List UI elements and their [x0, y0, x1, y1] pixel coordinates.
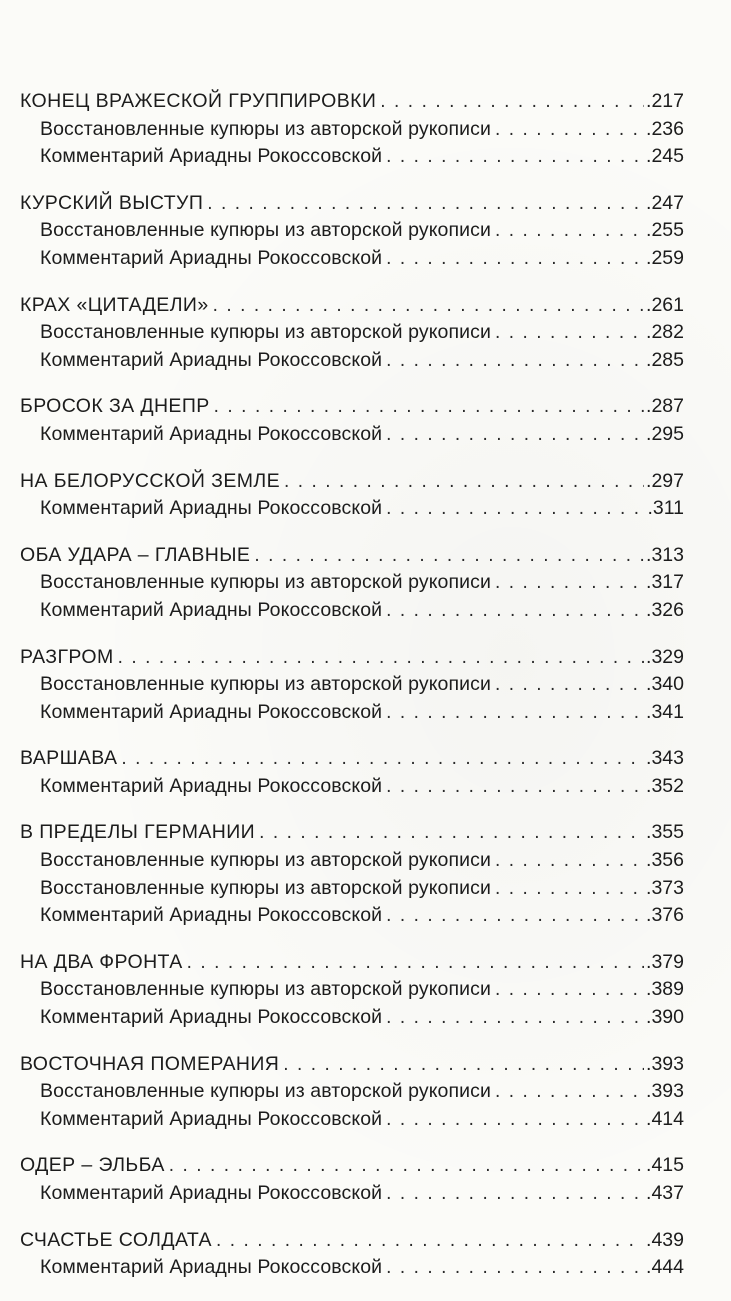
toc-subentry — [20, 1106, 684, 1134]
dot-leader — [386, 902, 644, 930]
toc-subentry — [20, 847, 684, 875]
page-number: .245 — [646, 145, 684, 168]
toc-subentry — [20, 1004, 684, 1032]
subentry-title: Комментарий Ариадны Рокоссовской — [40, 348, 383, 371]
toc-subentry — [20, 319, 684, 347]
subentry-title: Комментарий Ариадны Рокоссовской — [40, 598, 383, 621]
toc-chapter-entry — [20, 393, 684, 421]
toc-section — [20, 1051, 684, 1134]
subentry-title: Комментарий Ариадны Рокоссовской — [40, 497, 383, 520]
toc-chapter-entry — [20, 190, 684, 218]
chapter-title: НА ДВА ФРОНТА — [20, 950, 183, 973]
subentry-title: Комментарий Ариадны Рокоссовской — [40, 145, 383, 168]
page-number: .261 — [646, 293, 684, 316]
page-number: .352 — [646, 774, 684, 797]
toc-section — [20, 1227, 684, 1282]
chapter-title: КРАХ «ЦИТАДЕЛИ» — [20, 293, 209, 316]
toc-chapter-entry — [20, 292, 684, 320]
page-number: .439 — [646, 1228, 684, 1251]
dot-leader — [284, 468, 644, 496]
dot-leader — [386, 495, 645, 523]
subentry-title: Комментарий Ариадны Рокоссовской — [40, 246, 383, 269]
page-number: .343 — [646, 747, 684, 770]
dot-leader — [386, 347, 644, 375]
toc-section — [20, 190, 684, 273]
toc-section — [20, 745, 684, 800]
dot-leader — [495, 319, 644, 347]
dot-leader — [380, 88, 644, 116]
subentry-title: Восстановленные купюры из авторской рукописи — [40, 571, 491, 594]
subentry-title: Восстановленные купюры из авторской рукописи — [40, 117, 491, 140]
toc-subentry — [20, 597, 684, 625]
page-number: .297 — [646, 469, 684, 492]
chapter-title: ОДЕР – ЭЛЬБА — [20, 1154, 165, 1177]
dot-leader — [386, 143, 644, 171]
chapter-title: РАЗГРОМ — [20, 645, 114, 668]
page-number: .259 — [646, 246, 684, 269]
toc-subentry — [20, 569, 684, 597]
toc-chapter-entry — [20, 1227, 684, 1255]
toc-section — [20, 393, 684, 448]
dot-leader — [495, 875, 644, 903]
dot-leader — [187, 949, 644, 977]
page-number: .217 — [646, 90, 684, 112]
chapter-title: ВОСТОЧНАЯ ПОМЕРАНИЯ — [20, 1052, 280, 1075]
toc-section — [20, 819, 684, 929]
dot-leader — [495, 116, 644, 144]
dot-leader — [207, 190, 644, 218]
chapter-title: СЧАСТЬЕ СОЛДАТА — [20, 1228, 212, 1251]
chapter-title: КОНЕЦ ВРАЖЕСКОЙ ГРУППИРОВКИ — [20, 90, 377, 112]
page-number: .376 — [646, 904, 684, 927]
subentry-title: Комментарий Ариадны Рокоссовской — [40, 904, 383, 927]
subentry-title: Восстановленные купюры из авторской рукописи — [40, 673, 491, 696]
subentry-title: Комментарий Ариадны Рокоссовской — [40, 422, 383, 445]
page-number: .389 — [646, 978, 684, 1001]
chapter-title: КУРСКИЙ ВЫСТУП — [20, 191, 204, 214]
dot-leader — [386, 597, 644, 625]
toc-chapter-entry — [20, 949, 684, 977]
page-number: .282 — [646, 321, 684, 344]
chapter-title: ВАРШАВА — [20, 747, 118, 770]
toc-section — [20, 1152, 684, 1207]
toc-subentry — [20, 902, 684, 930]
toc-section — [20, 644, 684, 727]
toc-subentry — [20, 875, 684, 903]
toc-section — [20, 88, 684, 171]
dot-leader — [386, 699, 644, 727]
toc-subentry — [20, 116, 684, 144]
subentry-title: Восстановленные купюры из авторской рукописи — [40, 876, 491, 899]
dot-leader — [386, 1106, 644, 1134]
toc-subentry — [20, 1078, 684, 1106]
page-number: .437 — [646, 1182, 684, 1204]
dot-leader — [283, 1051, 644, 1079]
subentry-title: Комментарий Ариадны Рокоссовской — [40, 774, 383, 797]
page-number: .285 — [646, 348, 684, 371]
dot-leader — [169, 1152, 644, 1180]
page-number: .311 — [647, 497, 684, 520]
toc-chapter-entry — [20, 88, 684, 116]
dot-leader — [118, 644, 644, 672]
toc-section — [20, 542, 684, 625]
page-number: .379 — [646, 950, 684, 973]
page-number: .326 — [646, 598, 684, 621]
dot-leader — [386, 245, 644, 273]
subentry-title: Комментарий Ариадны Рокоссовской — [40, 1256, 383, 1279]
dot-leader — [495, 671, 644, 699]
dot-leader — [495, 217, 644, 245]
toc-subentry — [20, 143, 684, 171]
toc-chapter-entry — [20, 1051, 684, 1079]
dot-leader — [495, 976, 644, 1004]
toc-chapter-entry — [20, 745, 684, 773]
dot-leader — [259, 819, 644, 847]
page-number: .393 — [646, 1052, 684, 1075]
toc-subentry — [20, 699, 684, 727]
page-number: .414 — [646, 1107, 684, 1130]
chapter-title: БРОСОК ЗА ДНЕПР — [20, 395, 210, 418]
subentry-title: Комментарий Ариадны Рокоссовской — [40, 1006, 383, 1029]
page-number: .373 — [646, 876, 684, 899]
chapter-title: ОБА УДАРА – ГЛАВНЫЕ — [20, 543, 251, 566]
page-number: .356 — [646, 849, 684, 872]
toc-subentry — [20, 1254, 684, 1282]
toc-subentry — [20, 495, 684, 523]
subentry-title: Восстановленные купюры из авторской рукописи — [40, 1080, 491, 1103]
page-number: .393 — [646, 1080, 684, 1103]
toc-chapter-entry — [20, 468, 684, 496]
toc-subentry — [20, 217, 684, 245]
chapter-title: В ПРЕДЕЛЫ ГЕРМАНИИ — [20, 821, 256, 844]
subentry-title: Комментарий Ариадны Рокоссовской — [40, 700, 383, 723]
toc-subentry — [20, 773, 684, 801]
toc-subentry — [20, 976, 684, 1004]
subentry-title: Восстановленные купюры из авторской рукописи — [40, 321, 491, 344]
toc-chapter-entry — [20, 1152, 684, 1180]
toc-chapter-entry — [20, 542, 684, 570]
dot-leader — [121, 745, 644, 773]
toc-section — [20, 949, 684, 1032]
page-number: .444 — [646, 1256, 684, 1279]
page-number: .341 — [646, 700, 684, 723]
dot-leader — [386, 421, 644, 449]
toc-section — [20, 292, 684, 375]
dot-leader — [386, 773, 644, 801]
table-of-contents — [20, 88, 684, 1301]
dot-leader — [214, 393, 644, 421]
page-number: .255 — [646, 219, 684, 242]
page-number: .317 — [646, 571, 684, 594]
toc-subentry — [20, 245, 684, 273]
toc-subentry — [20, 1180, 684, 1208]
toc-chapter-entry — [20, 819, 684, 847]
dot-leader — [216, 1227, 644, 1255]
dot-leader — [254, 542, 644, 570]
toc-subentry — [20, 347, 684, 375]
page-number: .329 — [646, 645, 684, 668]
subentry-title: Комментарий Ариадны Рокоссовской — [40, 1182, 383, 1204]
page-number: .287 — [646, 395, 684, 418]
subentry-title: Восстановленные купюры из авторской рукописи — [40, 978, 491, 1001]
page-number: .247 — [646, 191, 684, 214]
subentry-title: Восстановленные купюры из авторской рукописи — [40, 219, 491, 242]
subentry-title: Восстановленные купюры из авторской рукописи — [40, 849, 491, 872]
dot-leader — [495, 847, 644, 875]
page-number: .236 — [646, 117, 684, 140]
page-number: .390 — [646, 1006, 684, 1029]
page-number: .295 — [646, 422, 684, 445]
dot-leader — [495, 569, 644, 597]
page-number: .415 — [646, 1154, 684, 1177]
toc-chapter-entry — [20, 644, 684, 672]
chapter-title: НА БЕЛОРУССКОЙ ЗЕМЛЕ — [20, 469, 280, 492]
page-number: .340 — [646, 673, 684, 696]
toc-subentry — [20, 421, 684, 449]
dot-leader — [495, 1078, 644, 1106]
page-number: .355 — [646, 821, 684, 844]
dot-leader — [213, 292, 644, 320]
toc-subentry — [20, 671, 684, 699]
subentry-title: Комментарий Ариадны Рокоссовской — [40, 1107, 383, 1130]
dot-leader — [386, 1254, 644, 1282]
page-number: .313 — [646, 543, 684, 566]
toc-section — [20, 468, 684, 523]
dot-leader — [386, 1180, 644, 1208]
dot-leader — [386, 1004, 644, 1032]
